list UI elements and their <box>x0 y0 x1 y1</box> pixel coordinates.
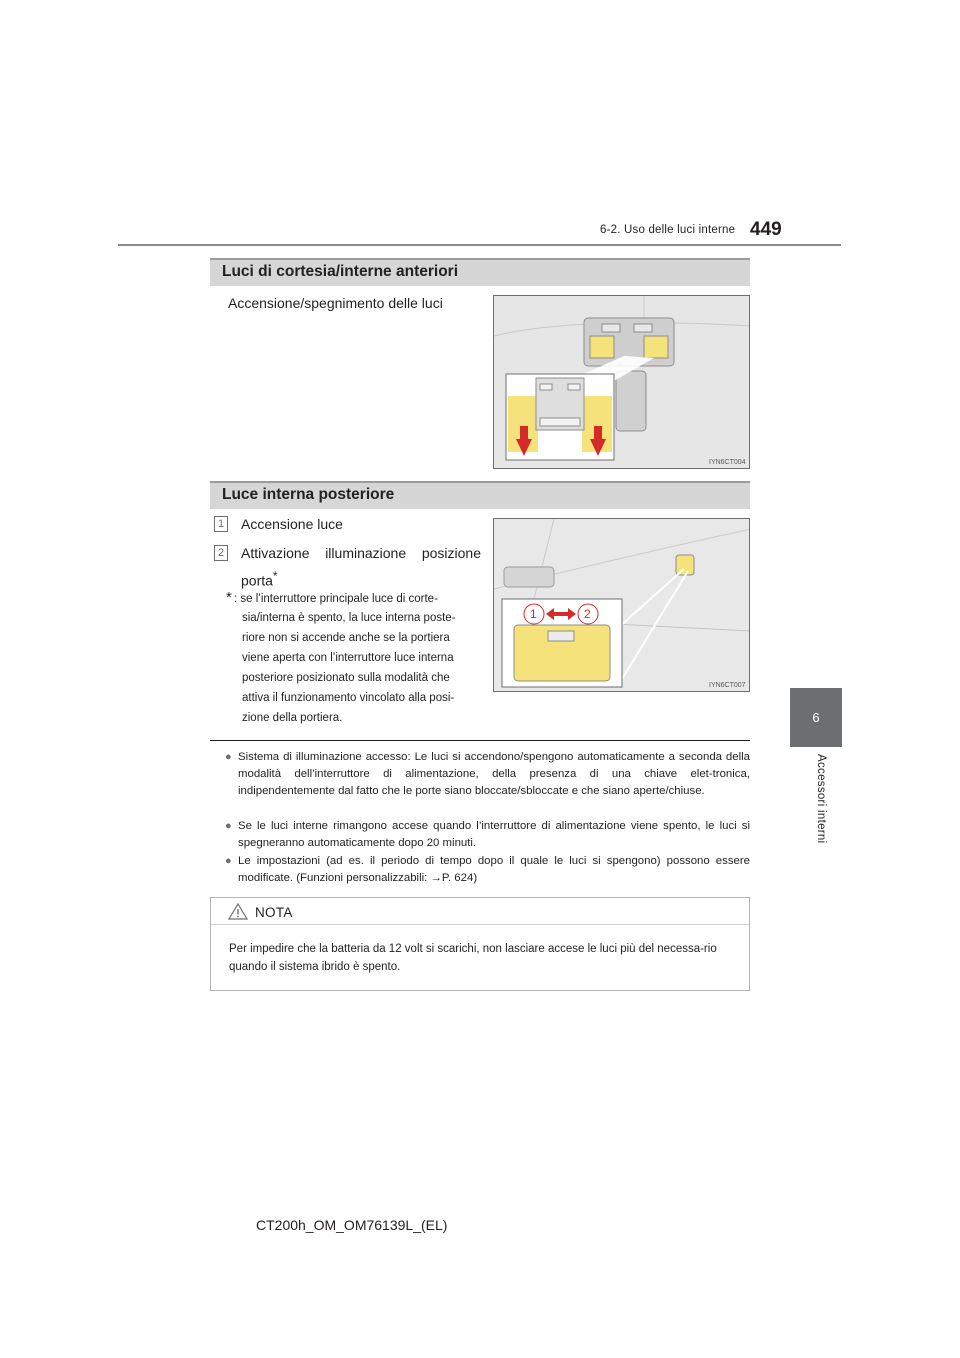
note-item <box>225 749 750 800</box>
item-number-badge: 2 <box>214 545 228 561</box>
bullet-icon: ● <box>225 751 232 763</box>
item-label-text: Attivazione illuminazione posizione porta <box>241 545 481 589</box>
asterisk-mark: * <box>272 569 278 583</box>
note-text: Sistema di illuminazione accesso: Le luci si accendono/spengono automaticamente a seconda della modalità dell’interruttore di alimentazione, della presenza di una chiave elet-tronica, indipendentemente dal fatto che le porte siano bloccate/sbloccate e che siano aperte/chiuse. <box>238 751 750 797</box>
chapter-label: Accessori interni <box>815 754 827 844</box>
footnote-line: attiva il funzionamento vincolato alla posi- <box>242 692 455 704</box>
chapter-tab: 6 <box>790 688 842 747</box>
front-lights-drawing <box>494 296 750 469</box>
page-number: 449 <box>750 219 782 240</box>
section-heading-front-lights <box>210 258 750 286</box>
section-heading-rear-light <box>210 481 750 509</box>
note-item <box>225 818 750 852</box>
header-rule <box>118 244 841 246</box>
figure-code-2: IYN6CT007 <box>709 682 746 689</box>
footnote-line: viene aperta con l’interruttore luce interna <box>242 652 454 664</box>
notes-divider <box>210 740 750 741</box>
rear-light-drawing <box>494 519 750 692</box>
nota-header <box>211 898 749 925</box>
nota-box <box>210 897 750 991</box>
footnote-line: sia/interna è spento, la luce interna poste- <box>242 612 456 624</box>
footnote-asterisk: * <box>226 589 232 606</box>
footnote-line: riore non si accende anche se la portiera <box>242 632 450 644</box>
footnote-line-text: : se l’interruttore principale luce di corte- <box>234 593 438 605</box>
item-label: Accensione luce <box>241 516 343 532</box>
item-label <box>241 542 481 593</box>
rear-light-illustration <box>493 518 750 692</box>
item-number-badge: 1 <box>214 516 228 532</box>
bullet-icon: ● <box>225 855 232 867</box>
header-section-title: 6-2. Uso delle luci interne <box>600 224 736 236</box>
front-lights-text: Accensione/spegnimento delle luci <box>228 295 443 311</box>
section-heading-text: Luci di cortesia/interne anteriori <box>222 263 459 280</box>
nota-text: Per impedire che la batteria da 12 volt si scarichi, non lasciare accese le luci più del necessa-rio quando il sistema ibrido è spento. <box>229 943 717 973</box>
warning-icon <box>228 903 248 920</box>
footnote-line: zione della portiera. <box>242 712 343 724</box>
front-lights-illustration <box>493 295 750 469</box>
document-code: CT200h_OM_OM76139L_(EL) <box>256 1217 448 1233</box>
figure-label-1: 1 <box>530 607 537 621</box>
bullet-icon: ● <box>225 820 232 832</box>
note-text: Le impostazioni (ad es. il periodo di tempo dopo il quale le luci si spengono) possono essere modificate. (Funzioni personalizzabili: →P. 624) <box>238 855 750 884</box>
section-heading-text: Luce interna posteriore <box>222 486 395 503</box>
figure-code-1: IYN6CT004 <box>709 459 746 466</box>
footnote <box>226 590 481 728</box>
note-text: Se le luci interne rimangono accese quando l’interruttore di alimentazione viene spento, le luci si spegneranno automaticamente dopo 20 minuti. <box>238 820 750 849</box>
note-item <box>225 853 750 887</box>
footnote-line <box>226 590 481 608</box>
figure-label-2: 2 <box>584 607 591 621</box>
nota-title: NOTA <box>255 905 293 920</box>
footnote-line: posteriore posizionato sulla modalità che <box>242 672 450 684</box>
